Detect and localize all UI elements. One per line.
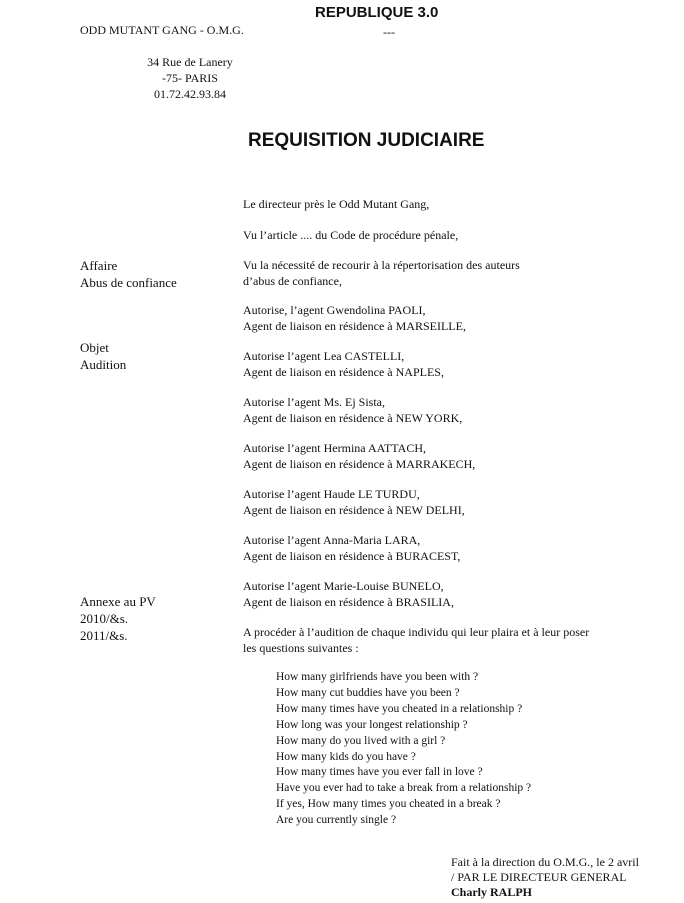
agent-name-line: Autorise, l’agent Gwendolina PAOLI,	[243, 303, 426, 317]
requisition-body	[243, 196, 589, 656]
question-item: Are you currently single ?	[276, 814, 397, 827]
agent-name-line: Autorise l’agent Haude LE TURDU,	[243, 487, 420, 501]
agent-residence-line: Agent de liaison en résidence à MARRAKECH,	[243, 457, 476, 471]
questions-list	[276, 670, 531, 829]
signature-authority: / PAR LE DIRECTEUR GENERAL	[451, 870, 627, 884]
republic-divider: ---	[383, 25, 395, 39]
agent-residence-line: Agent de liaison en résidence à NEW YORK,	[243, 411, 463, 425]
document-title: REQUISITION JUDICIAIRE	[248, 130, 485, 151]
procedure-line: A procéder à l’audition de chaque individu qui leur plaira et à leur poser	[243, 625, 590, 639]
address-city: -75- PARIS	[162, 71, 218, 85]
annexe-year-2010: 2010/&s.	[80, 611, 129, 626]
organization-name: ODD MUTANT GANG - O.M.G.	[80, 23, 244, 37]
agent-authorization	[243, 532, 589, 564]
agent-residence-line: Agent de liaison en résidence à NAPLES,	[243, 365, 444, 379]
intro-paragraph: Le directeur près le Odd Mutant Gang,	[243, 197, 430, 211]
question-item: How many cut buddies have you been ?	[276, 686, 460, 699]
address-phone: 01.72.42.93.84	[154, 87, 226, 101]
necessity-line: Vu la nécessité de recourir à la répertorisation des auteurs	[243, 258, 520, 272]
question-item: How many times have you ever fall in love ?	[276, 766, 483, 779]
agent-authorization	[243, 440, 589, 472]
affaire-value: Abus de confiance	[80, 275, 177, 290]
affaire-heading: Affaire	[80, 258, 118, 273]
procedure-line: les questions suivantes :	[243, 641, 359, 655]
agent-residence-line: Agent de liaison en résidence à BURACEST,	[243, 549, 461, 563]
annexe-heading: Annexe au PV	[80, 594, 156, 609]
address-street: 34 Rue de Lanery	[147, 55, 233, 69]
affaire-label	[80, 257, 177, 291]
annexe-label	[80, 593, 156, 644]
question-item: How many girlfriends have you been with ?	[276, 671, 479, 683]
agent-residence-line: Agent de liaison en résidence à MARSEILLE,	[243, 319, 466, 333]
agent-authorization	[243, 348, 589, 380]
objet-label	[80, 339, 126, 373]
necessity-paragraph	[243, 257, 589, 289]
signature-place-date: Fait à la direction du O.M.G., le 2 avril	[451, 855, 639, 869]
agent-authorization	[243, 486, 589, 518]
objet-value: Audition	[80, 357, 127, 372]
republic-heading: REPUBLIQUE 3.0	[315, 4, 439, 21]
agent-name-line: Autorise l’agent Ms. Ej Sista,	[243, 395, 385, 409]
signature-block	[451, 855, 639, 900]
agent-name-line: Autorise l’agent Lea CASTELLI,	[243, 349, 405, 363]
agent-name-line: Autorise l’agent Anna-Maria LARA,	[243, 533, 421, 547]
necessity-line: d’abus de confiance,	[243, 274, 342, 288]
question-item: How long was your longest relationship ?	[276, 718, 468, 731]
annexe-year-2011: 2011/&s.	[80, 628, 128, 643]
article-paragraph: Vu l’article .... du Code de procédure pénale,	[243, 228, 459, 242]
question-item: If yes, How many times you cheated in a break ?	[276, 798, 501, 811]
address-block	[80, 54, 300, 102]
agent-authorization	[243, 578, 589, 610]
question-item: How many do you lived with a girl ?	[276, 734, 446, 747]
agent-authorization	[243, 394, 589, 426]
signatory-name: Charly RALPH	[451, 885, 532, 899]
agent-name-line: Autorise l’agent Marie-Louise BUNELO,	[243, 579, 444, 593]
question-item: Have you ever had to take a break from a relationship ?	[276, 782, 532, 795]
procedure-paragraph	[243, 624, 589, 656]
agent-name-line: Autorise l’agent Hermina AATTACH,	[243, 441, 426, 455]
objet-heading: Objet	[80, 340, 109, 355]
agent-residence-line: Agent de liaison en résidence à NEW DELHI,	[243, 503, 465, 517]
question-item: How many kids do you have ?	[276, 750, 416, 763]
question-item: How many times have you cheated in a relationship ?	[276, 702, 523, 715]
agent-residence-line: Agent de liaison en résidence à BRASILIA,	[243, 595, 454, 609]
agent-authorization	[243, 302, 589, 334]
